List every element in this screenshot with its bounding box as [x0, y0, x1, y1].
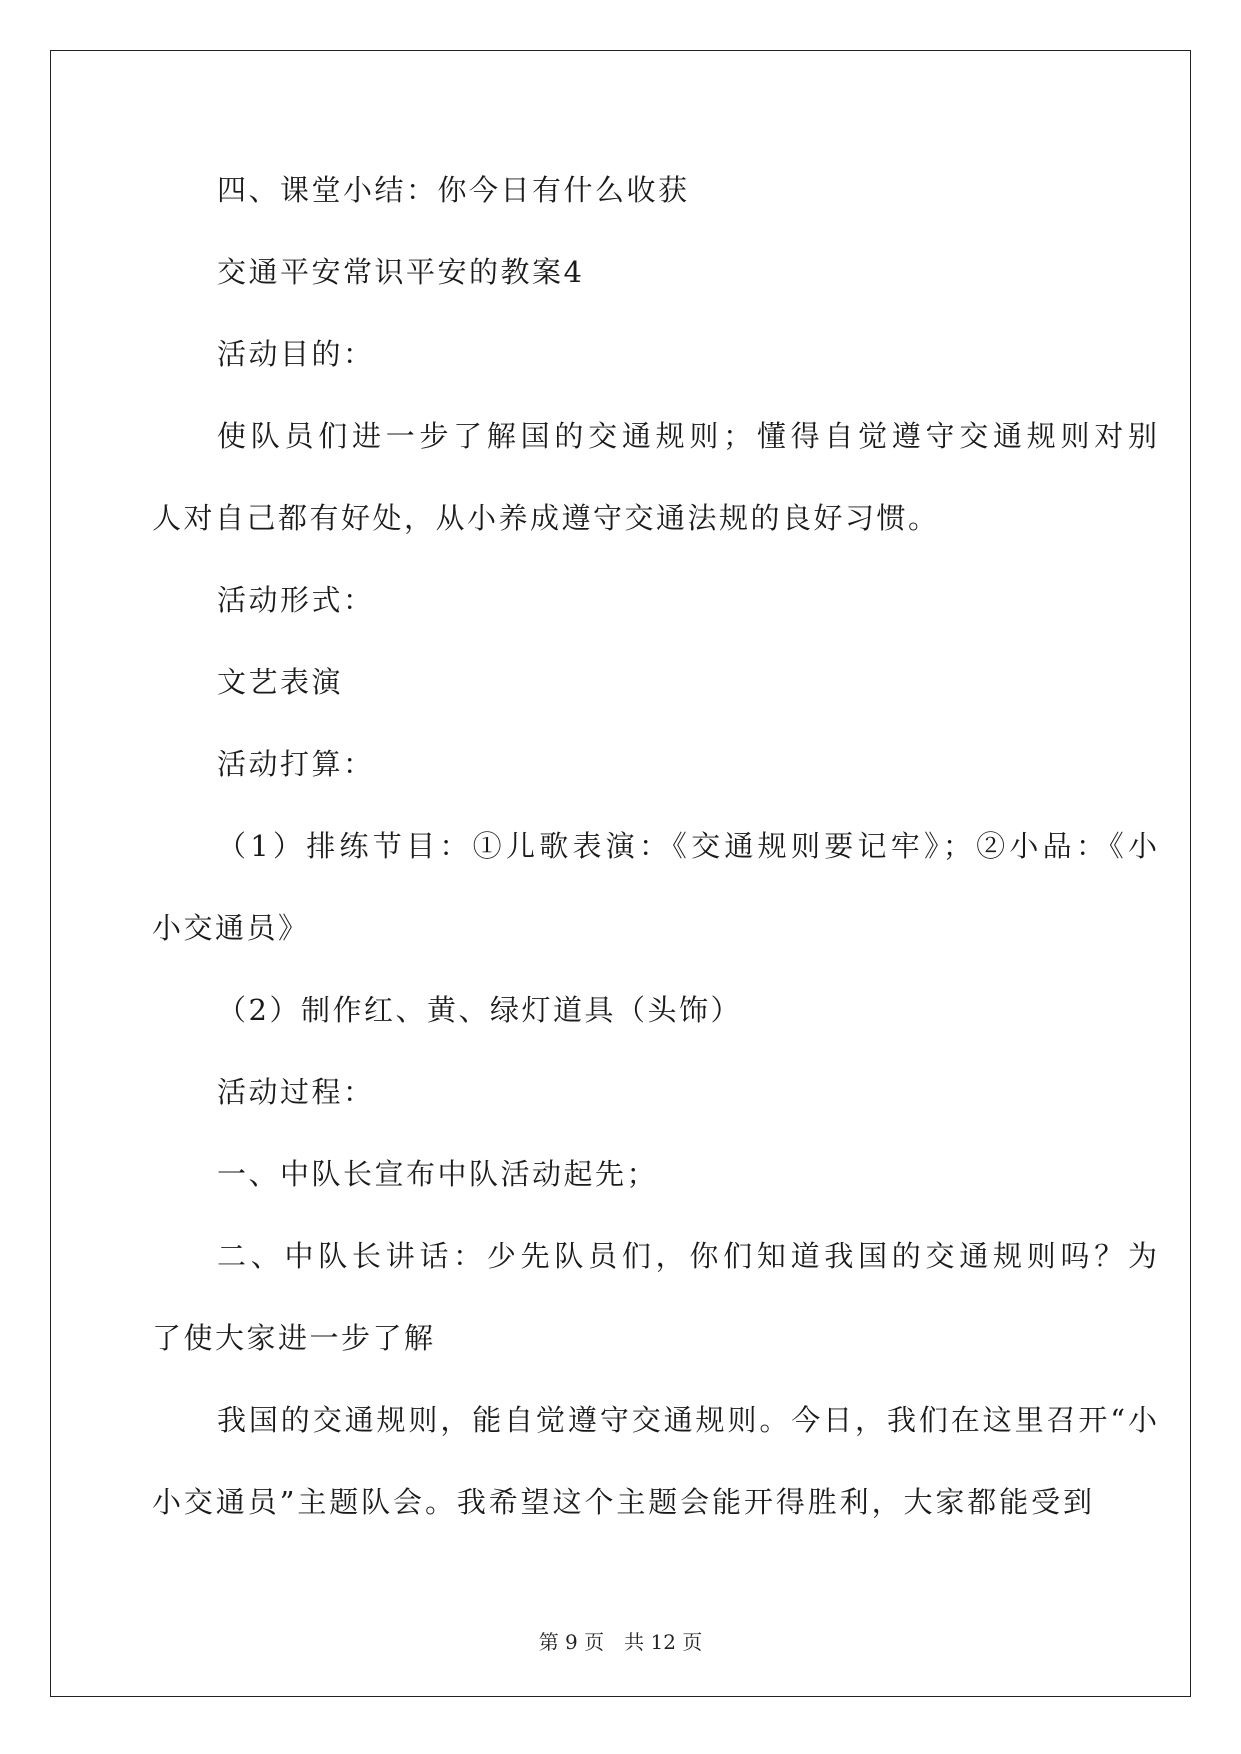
paragraph-line: 四、课堂小结：你今日有什么收获: [217, 173, 690, 207]
paragraph-line: 了使大家进一步了解: [152, 1321, 436, 1355]
page-border: [50, 50, 1191, 1697]
paragraph-line: （2）制作红、黄、绿灯道具（头饰）: [217, 993, 742, 1027]
paragraph-line: 小交通员”主题队会。我希望这个主题会能开得胜利，大家都能受到: [152, 1485, 1092, 1519]
paragraph-line: 使队员们进一步了解国的交通规则；懂得自觉遵守交通规则对别: [217, 419, 1157, 453]
paragraph-line: 活动形式：: [217, 583, 375, 617]
paragraph-line: 二、中队长讲话：少先队员们，你们知道我国的交通规则吗？为: [217, 1239, 1157, 1273]
paragraph-line: 人对自己都有好处，从小养成遵守交通法规的良好习惯。: [152, 501, 940, 535]
paragraph-line: 一、中队长宣布中队活动起先；: [217, 1157, 659, 1191]
paragraph-line: 文艺表演: [217, 665, 344, 699]
paragraph-line: （1）排练节目：①儿歌表演：《交通规则要记牢》；②小品：《小: [217, 829, 1157, 863]
paragraph-line: 活动目的：: [217, 337, 375, 371]
paragraph-line: 小交通员》: [152, 911, 310, 945]
paragraph-line: 我国的交通规则，能自觉遵守交通规则。今日，我们在这里召开“小: [217, 1403, 1157, 1437]
paragraph-line: 活动打算：: [217, 747, 375, 781]
page-number-footer: 第 9 页 共 12 页: [538, 1630, 703, 1654]
paragraph-line: 活动过程：: [217, 1075, 375, 1109]
section-title: 交通平安常识平安的教案4: [217, 255, 585, 289]
